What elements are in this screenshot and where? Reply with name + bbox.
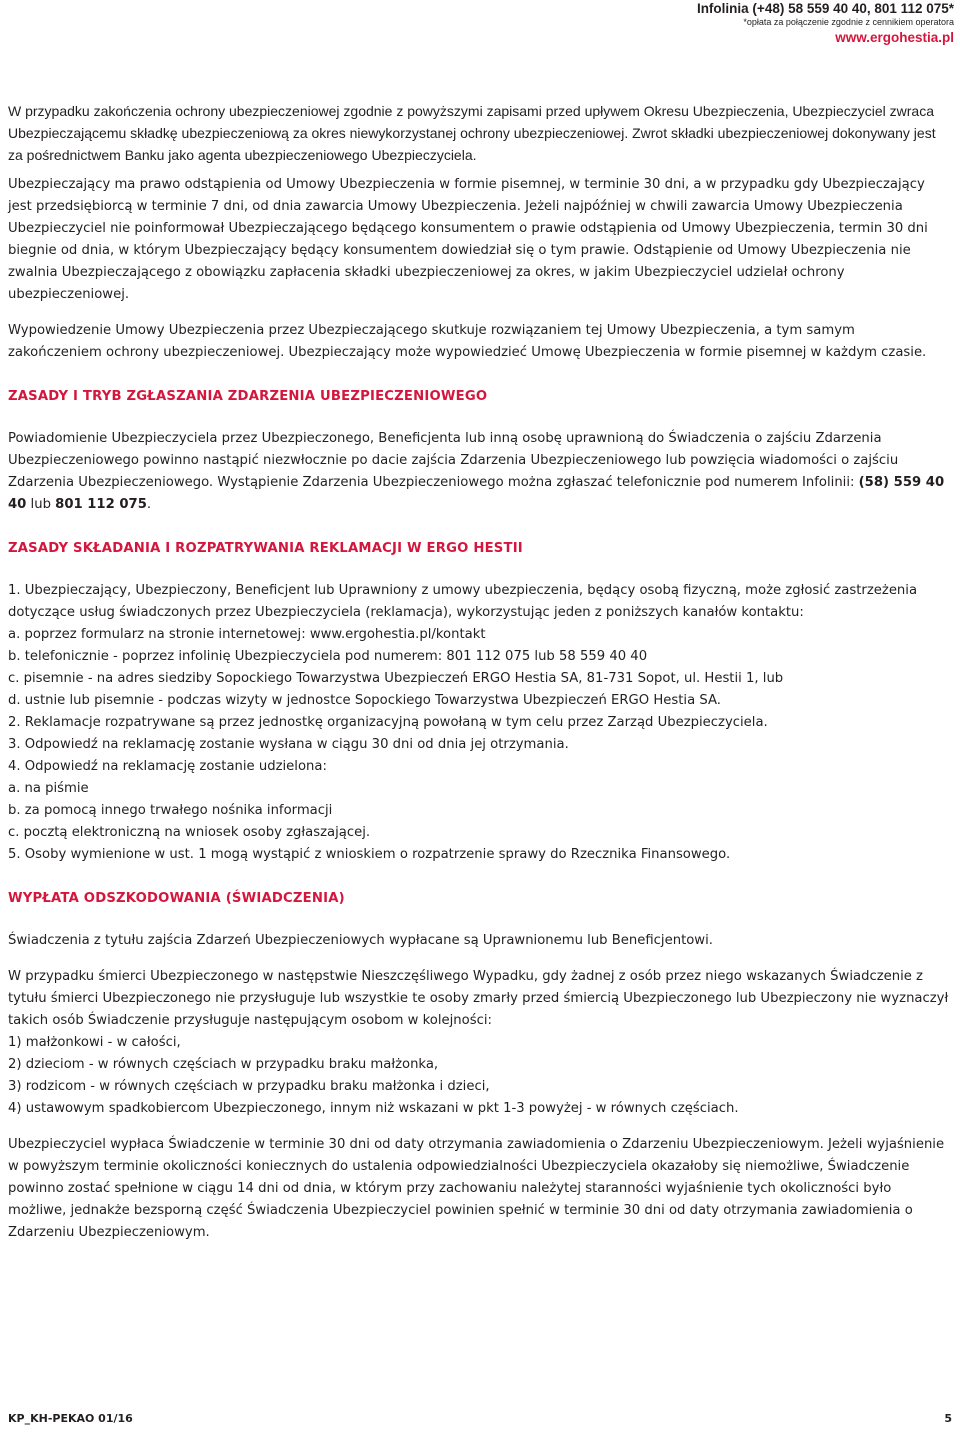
heading-complaints: ZASADY SKŁADANIA I ROZPATRYWANIA REKLAMACJI W ERGO HESTII (8, 541, 523, 556)
heading-claim-reporting: ZASADY I TRYB ZGŁASZANIA ZDARZENIA UBEZPIECZENIOWEGO (8, 389, 488, 404)
complaints-list (8, 580, 952, 866)
paragraph-payout-deadline: Ubezpieczyciel wypłaca Świadczenie w terminie 30 dni od daty otrzymania zawiadomienia o Zdarzeniu Ubezpieczeniowym. Jeżeli wyjaśnienie w powyższym terminie okoliczności koniecznych do ustalenia odpowiedzialności Ubezpieczyciela okazałoby się niemożliwe, Świadczenie powinno zostać spełnione w ciągu 14 dni od dnia, w którym przy zachowaniu należytej staranności wyjaśnienie tych okoliczności było możliwe, jednakże bezsporną część Świadczenia Ubezpieczyciel powinien spełnić w terminie 30 dni od daty otrzymania zawiadomienia o Zdarzeniu Ubezpieczeniowym. (8, 1137, 945, 1240)
list-item: a. poprzez formularz na stronie internetowej: www.ergohestia.pl/kontakt (8, 627, 486, 642)
list-item: a. na piśmie (8, 781, 89, 796)
list-item: 4) ustawowym spadkobiercom Ubezpieczonego, innym niż wskazani w pkt 1-3 powyżej - w równych częściach. (8, 1101, 739, 1116)
paragraph-claim-reporting (8, 428, 952, 516)
list-item: 2) dzieciom - w równych częściach w przypadku braku małżonka, (8, 1057, 439, 1072)
phone-number-2: 801 112 075 (55, 497, 147, 512)
claim-reporting-text: Powiadomienie Ubezpieczyciela przez Ubezpieczonego, Beneficjenta lub inną osobę uprawnioną do Świadczenia o zajściu Zdarzenia Ubezpieczeniowego powinno nastąpić niezwłocznie po dacie zajścia Zdarzenia Ubezpieczeniowego lub powzięcia wiadomości o zajściu Zdarzenia Ubezpieczeniowego. Wystąpienie Zdarzenia Ubezpieczeniowego można zgłaszać telefonicznie pod numerem Infolinii: (8, 431, 899, 490)
website-link[interactable]: www.ergohestia.pl (835, 30, 954, 45)
paragraph-death-benefit (8, 966, 952, 1120)
paragraph-termination: Wypowiedzenie Umowy Ubezpieczenia przez Ubezpieczającego skutkuje rozwiązaniem tej Umowy Ubezpieczenia, a tym samym zakończeniem ochrony ubezpieczeniowej. Ubezpieczający może wypowiedzieć Umowę Ubezpieczenia w formie pisemnej w każdym czasie. (8, 323, 927, 360)
list-item: b. za pomocą innego trwałego nośnika informacji (8, 803, 333, 818)
infolinia-text: Infolinia (+48) 58 559 40 40, 801 112 075* (696, 1, 954, 16)
list-item: 5. Osoby wymienione w ust. 1 mogą wystąpić z wnioskiem o rozpatrzenie sprawy do Rzecznika Finansowego. (8, 847, 731, 862)
paragraph-payout-recipients: Świadczenia z tytułu zajścia Zdarzeń Ubezpieczeniowych wypłacane są Uprawnionemu lub Beneficjentowi. (8, 933, 713, 948)
page-number: 5 (944, 1412, 952, 1425)
list-item: 1. Ubezpieczający, Ubezpieczony, Beneficjent lub Uprawniony z umowy ubezpieczenia, będący osobą fizyczną, może zgłosić zastrzeżenia dotyczące usług świadczonych przez Ubezpieczyciela (reklamacja), wykorzystując jeden z poniższych kanałów kontaktu: (8, 583, 918, 620)
list-item: d. ustnie lub pisemnie - podczas wizyty w jednostce Sopockiego Towarzystwa Ubezpieczeń ERGO Hestia SA. (8, 693, 721, 708)
paragraph-refund: W przypadku zakończenia ochrony ubezpieczeniowej zgodnie z powyższymi zapisami przed upływem Okresu Ubezpieczenia, Ubezpieczyciel zwraca Ubezpieczającemu składkę ubezpieczeniową za okres niewykorzystanej ochrony ubezpieczeniowej. Zwrot składki ubezpieczeniowej dokonywany jest za pośrednictwem Banku jako agenta ubezpieczeniowego Ubezpieczyciela. (8, 103, 936, 163)
call-cost-note: *opłata za połączenie zgodnie z cennikiem operatora (743, 17, 954, 27)
list-item: W przypadku śmierci Ubezpieczonego w następstwie Nieszczęśliwego Wypadku, gdy żadnej z osób przez niego wskazanych Świadczenie z tytułu śmierci Ubezpieczonego nie przysługuje lub wszystkie te osoby zmarły przed śmiercią Ubezpieczonego lub Ubezpieczony nie wyznaczył takich osób Świadczenie przysługuje następującym osobom w kolejności: (8, 969, 949, 1028)
list-item: 4. Odpowiedź na reklamację zostanie udzielona: (8, 759, 327, 774)
list-item: 3) rodzicom - w równych częściach w przypadku braku małżonka i dzieci, (8, 1079, 490, 1094)
list-item: 2. Reklamacje rozpatrywane są przez jednostkę organizacyjną powołaną w tym celu przez Zarząd Ubezpieczyciela. (8, 715, 768, 730)
document-code: KP_KH-PEKAO 01/16 (8, 1412, 133, 1425)
document-body (8, 100, 952, 1244)
list-item: b. telefonicznie - poprzez infolinię Ubezpieczyciela pod numerem: 801 112 075 lub 58 559 40 40 (8, 649, 648, 664)
paragraph-withdrawal: Ubezpieczający ma prawo odstąpienia od Umowy Ubezpieczenia w formie pisemnej, w terminie 30 dni, a w przypadku gdy Ubezpieczający jest przedsiębiorcą w terminie 7 dni, od dnia zawarcia Umowy Ubezpieczenia. Jeżeli najpóźniej w chwili zawarcia Umowy Ubezpieczenia Ubezpieczyciel nie poinformował Ubezpieczającego będącego konsumentem o prawie odstąpienia od Umowy Ubezpieczenia, termin 30 dni biegnie od dnia, w którym Ubezpieczający będący konsumentem dowiedział się o tym prawie. Odstąpienie od Umowy Ubezpieczenia nie zwalnia Ubezpieczającego z obowiązku zapłacenia składki ubezpieczeniowej za okres, w jakim Ubezpieczyciel udzielał ochrony ubezpieczeniowej. (8, 177, 928, 302)
list-item: 1) małżonkowi - w całości, (8, 1035, 181, 1050)
list-item: c. pisemnie - na adres siedziby Sopockiego Towarzystwa Ubezpieczeń ERGO Hestia SA, 81-731 Sopot, ul. Hestii 1, lub (8, 671, 784, 686)
phone-number-1: (58) 559 40 40 (8, 475, 945, 512)
list-item: c. pocztą elektroniczną na wniosek osoby zgłaszającej. (8, 825, 371, 840)
connector-text: lub (26, 497, 56, 512)
page-header (697, 0, 954, 46)
heading-payout: WYPŁATA ODSZKODOWANIA (ŚWIADCZENIA) (8, 891, 345, 906)
page-footer (8, 1412, 952, 1425)
period: . (146, 497, 152, 512)
list-item: 3. Odpowiedź na reklamację zostanie wysłana w ciągu 30 dni od dnia jej otrzymania. (8, 737, 569, 752)
